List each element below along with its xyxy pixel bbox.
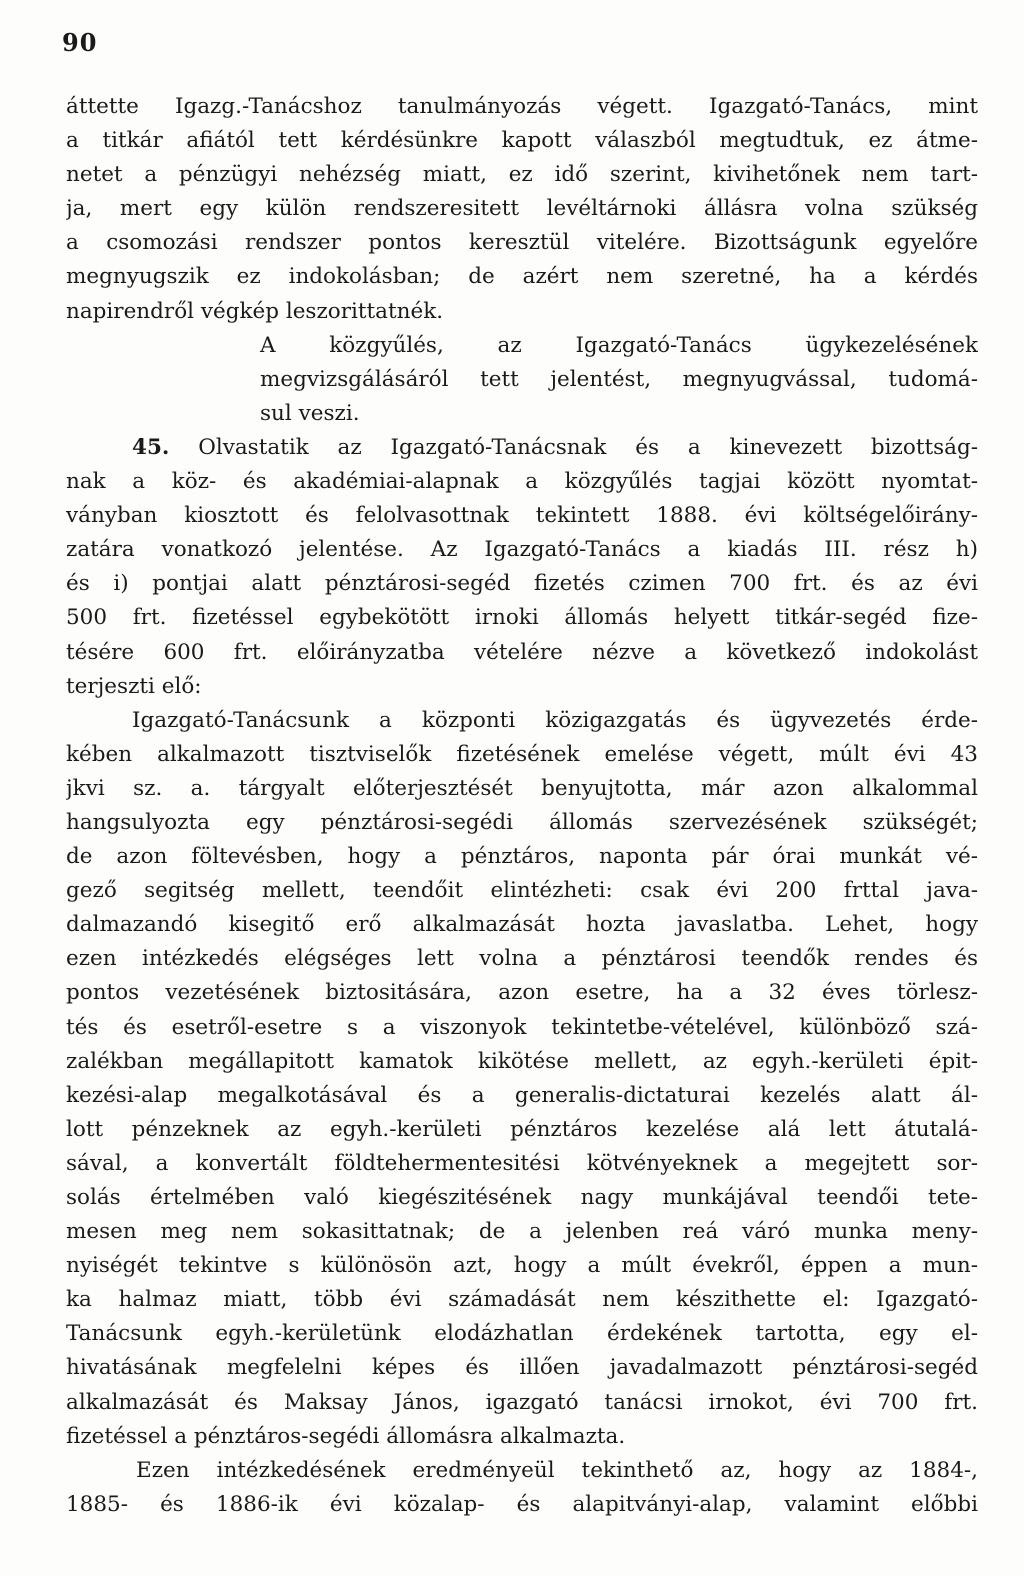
text-line: tésére 600 frt. előirányzatba vételére nézve a következő indokolást <box>66 639 978 665</box>
text-line: megnyugszik ez indokolásban; de azért nem szeretné, ha a kérdés <box>66 264 978 290</box>
text-line: de azon föltevésben, hogy a pénztáros, naponta pár órai munkát vé- <box>66 844 978 870</box>
text-line: a titkár afiától tett kérdésünkre kapott válaszból megtudtuk, ez átme- <box>66 128 978 154</box>
text-line: és i) pontjai alatt pénztárosi-segéd fizetés czimen 700 frt. és az évi <box>66 571 978 597</box>
text-line: ja, mert egy külön rendszeresitett levéltárnoki állásra volna szükség <box>66 196 978 222</box>
section-number: 45. <box>132 434 170 460</box>
text-line: netet a pénzügyi nehézség miatt, ez idő szerint, kivihetőnek nem tart- <box>66 162 978 188</box>
text-line: Igazgató-Tanácsunk a központi közigazgatás és ügyvezetés érde- <box>132 707 978 733</box>
text-line: nyiségét tekintve s különösön azt, hogy a múlt évekről, éppen a mun- <box>66 1253 978 1279</box>
text-line: zatára vonatkozó jelentése. Az Igazgató-Tanács a kiadás III. rész h) <box>66 537 978 563</box>
text-line: ezen intézkedés elégséges lett volna a pénztárosi teendők rendes és <box>66 946 978 972</box>
text-line: a csomozási rendszer pontos keresztül vitelére. Bizottságunk egyelőre <box>66 230 978 256</box>
text-line: tés és esetről-esetre s a viszonyok tekintetbe-vételével, különböző szá- <box>66 1014 978 1040</box>
text-line: solás értelmében való kiegészitésének nagy munkájával teendői tete- <box>66 1185 978 1210</box>
page-number: 90 <box>62 28 98 57</box>
resolution-line: sul veszi. <box>260 400 360 426</box>
resolution-line: A közgyűlés, az Igazgató-Tanács ügykezelésének <box>260 332 978 358</box>
text-line: fizetéssel a pénztáros-segédi állomásra alkalmazta. <box>66 1423 626 1449</box>
text-line: hangsulyozta egy pénztárosi-segédi állomás szervezésének szükségét; <box>66 809 978 835</box>
text-line: nak a köz- és akadémiai-alapnak a közgyűlés tagjai között nyomtat- <box>66 469 978 495</box>
text-line: sával, a konvertált földtehermentesitési kötvényeknek a megejtett sor- <box>66 1150 978 1176</box>
text-line: zalékban megállapitott kamatok kikötése mellett, az egyh.-kerületi épit- <box>66 1048 978 1074</box>
text-line: hivatásának megfelelni képes és illően javadalmazott pénztárosi-segéd <box>66 1355 978 1381</box>
text-line: lott pénzeknek az egyh.-kerületi pénztáros kezelése alá lett átutalá- <box>66 1116 978 1142</box>
text-line: kezési-alap megalkotásával és a generalis-dictaturai kezelés alatt ál- <box>66 1082 978 1108</box>
text-line: terjeszti elő: <box>66 673 202 699</box>
section-first-line-text: Olvastatik az Igazgató-Tanácsnak és a kinevezett bizottság- <box>198 434 978 460</box>
text-line: ka halmaz miatt, több évi számadását nem készithette el: Igazgató- <box>66 1287 978 1313</box>
text-line: 500 frt. fizetéssel egybekötött irnoki állomás helyett titkár-segéd fize- <box>66 605 978 631</box>
text-line: 1885- és 1886-ik évi közalap- és alapitványi-alap, valamint előbbi <box>66 1491 978 1517</box>
text-line: mesen meg nem sokasittatnak; de a jelenben reá váró munka meny- <box>66 1219 978 1245</box>
text-line: alkalmazását és Maksay János, igazgató tanácsi irnokot, évi 700 frt. <box>66 1389 978 1415</box>
text-line: jkvi sz. a. tárgyalt előterjesztését benyujtotta, már azon alkalommal <box>66 775 978 801</box>
text-line: Ezen intézkedésének eredményeül tekinthető az, hogy az 1884-, <box>136 1457 978 1483</box>
body-text <box>66 90 978 1522</box>
resolution-line: megvizsgálásáról tett jelentést, megnyugvással, tudomá- <box>260 366 978 392</box>
text-line: napirendről végkép leszorittatnék. <box>66 298 444 324</box>
text-line: dalmazandó kisegitő erő alkalmazását hozta javaslatba. Lehet, hogy <box>66 912 978 938</box>
text-line: ványban kiosztott és felolvasottnak tekintett 1888. évi költségelőirány- <box>66 503 978 529</box>
text-line: Tanácsunk egyh.-kerületünk elodázhatlan érdekének tartotta, egy el- <box>66 1321 978 1347</box>
text-line: kében alkalmazott tisztviselők fizetésének emelése végett, múlt évi 43 <box>66 741 978 767</box>
text-line: áttette Igazg.-Tanácshoz tanulmányozás végett. Igazgató-Tanács, mint <box>66 94 978 119</box>
text-line: pontos vezetésének biztositására, azon esetre, ha a 32 éves törlesz- <box>66 980 978 1006</box>
section-first-line <box>66 431 978 465</box>
text-line: gező segitség mellett, teendőit elintézheti: csak évi 200 frttal java- <box>66 878 978 904</box>
